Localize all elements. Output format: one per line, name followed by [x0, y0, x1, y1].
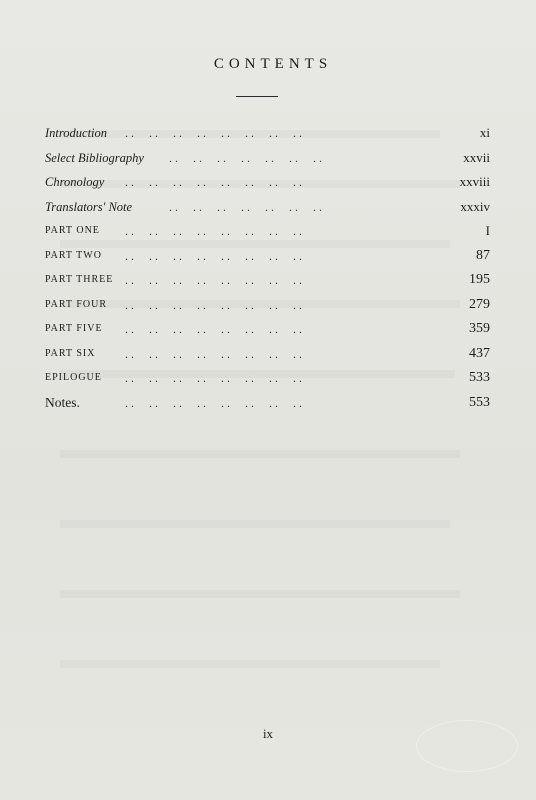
toc-entry-label: PART ONE — [45, 225, 100, 236]
toc-entry-page: xxvii — [463, 149, 490, 165]
page-number: ix — [262, 726, 274, 741]
toc-entry-page: xxviii — [459, 174, 490, 189]
contents-list — [45, 121, 490, 415]
dot-leader: . . . . . . . . . . . . . . — [169, 150, 322, 165]
toc-entry-part-five[interactable] — [45, 317, 490, 342]
toc-entry-label: Notes. — [45, 394, 80, 410]
toc-entry-label: PART SIX — [45, 347, 96, 359]
toc-entry-page: 87 — [476, 247, 490, 263]
toc-entry-page: 359 — [469, 321, 490, 336]
toc-entry-part-four[interactable] — [45, 293, 490, 318]
title-rule — [236, 96, 278, 97]
toc-entry-page: xxxiv — [460, 198, 490, 214]
dot-leader: . . . . . . . . . . . . . . . . — [125, 297, 302, 312]
toc-entry-part-three[interactable] — [45, 268, 490, 293]
dot-leader: . . . . . . . . . . . . . . . . — [125, 273, 302, 287]
toc-entry-label: EPILOGUE — [45, 372, 102, 383]
dot-leader: . . . . . . . . . . . . . . . . — [125, 371, 302, 385]
toc-entry-label: PART FIVE — [45, 323, 103, 334]
toc-entry-introduction[interactable] — [45, 121, 490, 146]
toc-entry-label: PART FOUR — [45, 298, 108, 310]
toc-entry-page: 437 — [469, 345, 490, 361]
toc-entry-notes[interactable] — [45, 391, 490, 416]
watermark-stamp — [416, 720, 518, 772]
toc-entry-label: PART TWO — [45, 249, 102, 261]
toc-entry-chronology[interactable] — [45, 170, 490, 195]
toc-entry-label: Introduction — [45, 126, 108, 140]
dot-leader: . . . . . . . . . . . . . . . . — [125, 175, 302, 189]
toc-entry-page: 195 — [469, 272, 490, 287]
toc-entry-label: Chronology — [45, 175, 105, 189]
toc-entry-select-bibliography[interactable] — [45, 146, 490, 171]
dot-leader: . . . . . . . . . . . . . . . . — [125, 346, 302, 361]
toc-entry-page: 279 — [469, 296, 490, 312]
toc-entry-translators-note[interactable] — [45, 195, 490, 220]
dot-leader: . . . . . . . . . . . . . . . . — [125, 248, 302, 263]
page-title: CONTENTS — [213, 56, 333, 72]
toc-entry-label: Translators' Note — [45, 199, 133, 214]
toc-entry-part-one[interactable] — [45, 219, 490, 244]
dot-leader: . . . . . . . . . . . . . . . . — [125, 224, 302, 238]
toc-entry-label: Select Bibliography — [45, 150, 144, 165]
dot-leader: . . . . . . . . . . . . . . . . — [125, 126, 302, 140]
dot-leader: . . . . . . . . . . . . . . — [169, 199, 322, 214]
toc-entry-page: xi — [479, 125, 490, 140]
toc-entry-page: I — [485, 223, 490, 238]
toc-entry-label: PART THREE — [45, 274, 114, 285]
toc-entry-epilogue[interactable] — [45, 366, 490, 391]
toc-entry-part-two[interactable] — [45, 244, 490, 269]
dot-leader: . . . . . . . . . . . . . . . . — [125, 322, 302, 336]
toc-entry-page: 553 — [469, 394, 490, 410]
toc-entry-part-six[interactable] — [45, 342, 490, 367]
dot-leader: . . . . . . . . . . . . . . . . — [125, 395, 302, 410]
toc-entry-page: 533 — [469, 370, 490, 385]
